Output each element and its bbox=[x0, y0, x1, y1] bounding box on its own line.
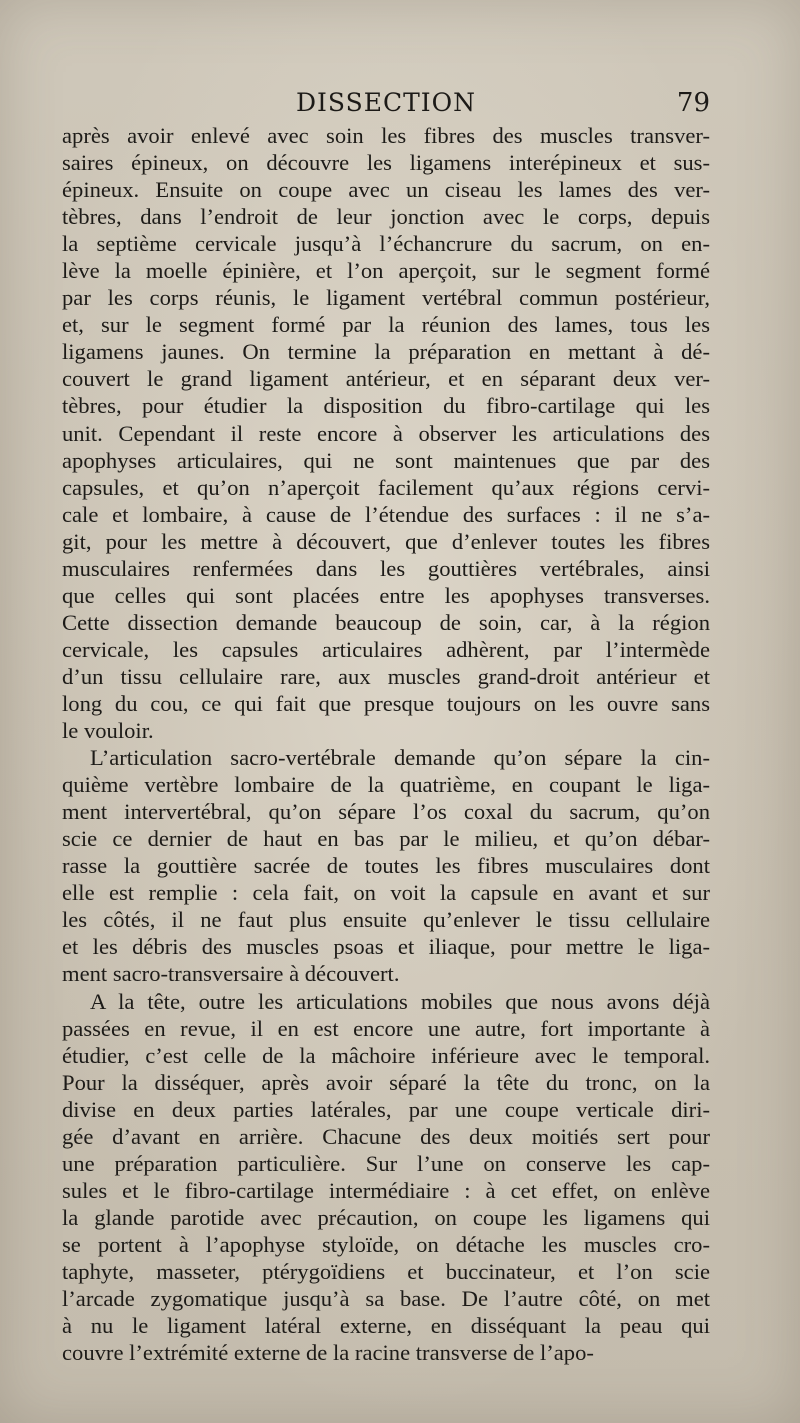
text-line: une préparation particulière. Sur l’une on conserve les cap- bbox=[62, 1150, 710, 1176]
text-line: taphyte, masseter, ptérygoïdiens et buccinateur, et l’on scie bbox=[62, 1258, 710, 1284]
text-line: étudier, c’est celle de la mâchoire inférieure avec le temporal. bbox=[62, 1042, 710, 1068]
text-line: ment sacro-transversaire à découvert. bbox=[62, 961, 400, 987]
page-number: 79 bbox=[676, 88, 710, 118]
text-line: par les corps réunis, le ligament vertébral commun postérieur, bbox=[62, 285, 710, 311]
text-line: ligamens jaunes. On termine la préparation en mettant à dé- bbox=[62, 339, 710, 365]
text-line: couvert le grand ligament antérieur, et en séparant deux ver- bbox=[62, 366, 710, 392]
text-line: d’un tissu cellulaire rare, aux muscles grand-droit antérieur et bbox=[62, 663, 710, 689]
text-line: L’articulation sacro-vertébrale demande qu’on sépare la cin- bbox=[90, 745, 710, 771]
text-line: rasse la gouttière sacrée de toutes les fibres musculaires dont bbox=[62, 853, 710, 879]
text-line: la glande parotide avec précaution, on coupe les ligamens qui bbox=[62, 1204, 710, 1230]
text-line: et, sur le segment formé par la réunion des lames, tous les bbox=[62, 312, 710, 338]
text-line: que celles qui sont placées entre les apophyses transverses. bbox=[62, 582, 710, 608]
text-line: long du cou, ce qui fait que presque toujours on les ouvre sans bbox=[62, 690, 710, 716]
text-line: à nu le ligament latéral externe, en disséquant la peau qui bbox=[62, 1313, 710, 1339]
paragraph bbox=[62, 122, 710, 744]
text-line: l’arcade zygomatique jusqu’à sa base. De l’autre côté, on met bbox=[62, 1286, 710, 1312]
text-line: se portent à l’apophyse styloïde, on détache les muscles cro- bbox=[62, 1231, 710, 1257]
text-line: cervicale, les capsules articulaires adhèrent, par l’intermède bbox=[62, 636, 710, 662]
text-line: git, pour les mettre à découvert, que d’enlever toutes les fibres bbox=[62, 528, 710, 554]
text-line: la septième cervicale jusqu’à l’échancrure du sacrum, on en- bbox=[62, 231, 710, 257]
text-line: les côtés, il ne faut plus ensuite qu’enlever le tissu cellulaire bbox=[62, 907, 710, 933]
running-title: DISSECTION bbox=[295, 88, 477, 117]
text-line: quième vertèbre lombaire de la quatrième, en coupant le liga- bbox=[62, 772, 710, 798]
text-line: Cette dissection demande beaucoup de soin, car, à la région bbox=[62, 609, 710, 635]
text-line: passées en revue, il en est encore une autre, fort importante à bbox=[62, 1015, 710, 1041]
text-line: elle est remplie : cela fait, on voit la capsule en avant et sur bbox=[62, 880, 710, 906]
text-line: apophyses articulaires, qui ne sont maintenues que par des bbox=[62, 447, 710, 473]
text-line: couvre l’extrémité externe de la racine transverse de l’apo- bbox=[62, 1340, 594, 1366]
text-line: Pour la disséquer, après avoir séparé la tête du tronc, on la bbox=[62, 1069, 710, 1095]
body-text bbox=[62, 122, 710, 1366]
text-line: saires épineux, on découvre les ligamens interépineux et sus- bbox=[62, 150, 710, 176]
text-line: cale et lombaire, à cause de l’étendue des surfaces : il ne s’a- bbox=[62, 501, 710, 527]
text-line: gée d’avant en arrière. Chacune des deux moitiés sert pour bbox=[62, 1123, 710, 1149]
text-line: divise en deux parties latérales, par une coupe verticale diri- bbox=[62, 1096, 710, 1122]
text-line: tèbres, dans l’endroit de leur jonction avec le corps, depuis bbox=[62, 204, 710, 230]
text-line: tèbres, pour étudier la disposition du fibro-cartilage qui les bbox=[62, 393, 710, 419]
text-line: unit. Cependant il reste encore à observer les articulations des bbox=[62, 420, 710, 446]
text-line: A la tête, outre les articulations mobiles que nous avons déjà bbox=[90, 988, 710, 1014]
text-line: sules et le fibro-cartilage intermédiaire : à cet effet, on enlève bbox=[62, 1177, 710, 1203]
text-line: et les débris des muscles psoas et iliaque, pour mettre le liga- bbox=[62, 934, 710, 960]
text-line: capsules, et qu’on n’aperçoit facilement qu’aux régions cervi- bbox=[62, 474, 710, 500]
paragraph bbox=[62, 988, 710, 1367]
text-line: lève la moelle épinière, et l’on aperçoit, sur le segment formé bbox=[62, 258, 710, 284]
text-line: ment intervertébral, qu’on sépare l’os coxal du sacrum, qu’on bbox=[62, 799, 710, 825]
paragraph bbox=[62, 744, 710, 987]
text-line: scie ce dernier de haut en bas par le milieu, et qu’on débar- bbox=[62, 826, 710, 852]
text-line: le vouloir. bbox=[62, 718, 154, 744]
text-line: épineux. Ensuite on coupe avec un ciseau les lames des ver- bbox=[62, 177, 710, 203]
text-line: après avoir enlevé avec soin les fibres des muscles transver- bbox=[62, 123, 710, 148]
text-line: musculaires renfermées dans les gouttières vertébrales, ainsi bbox=[62, 555, 710, 581]
page-header bbox=[62, 86, 710, 122]
